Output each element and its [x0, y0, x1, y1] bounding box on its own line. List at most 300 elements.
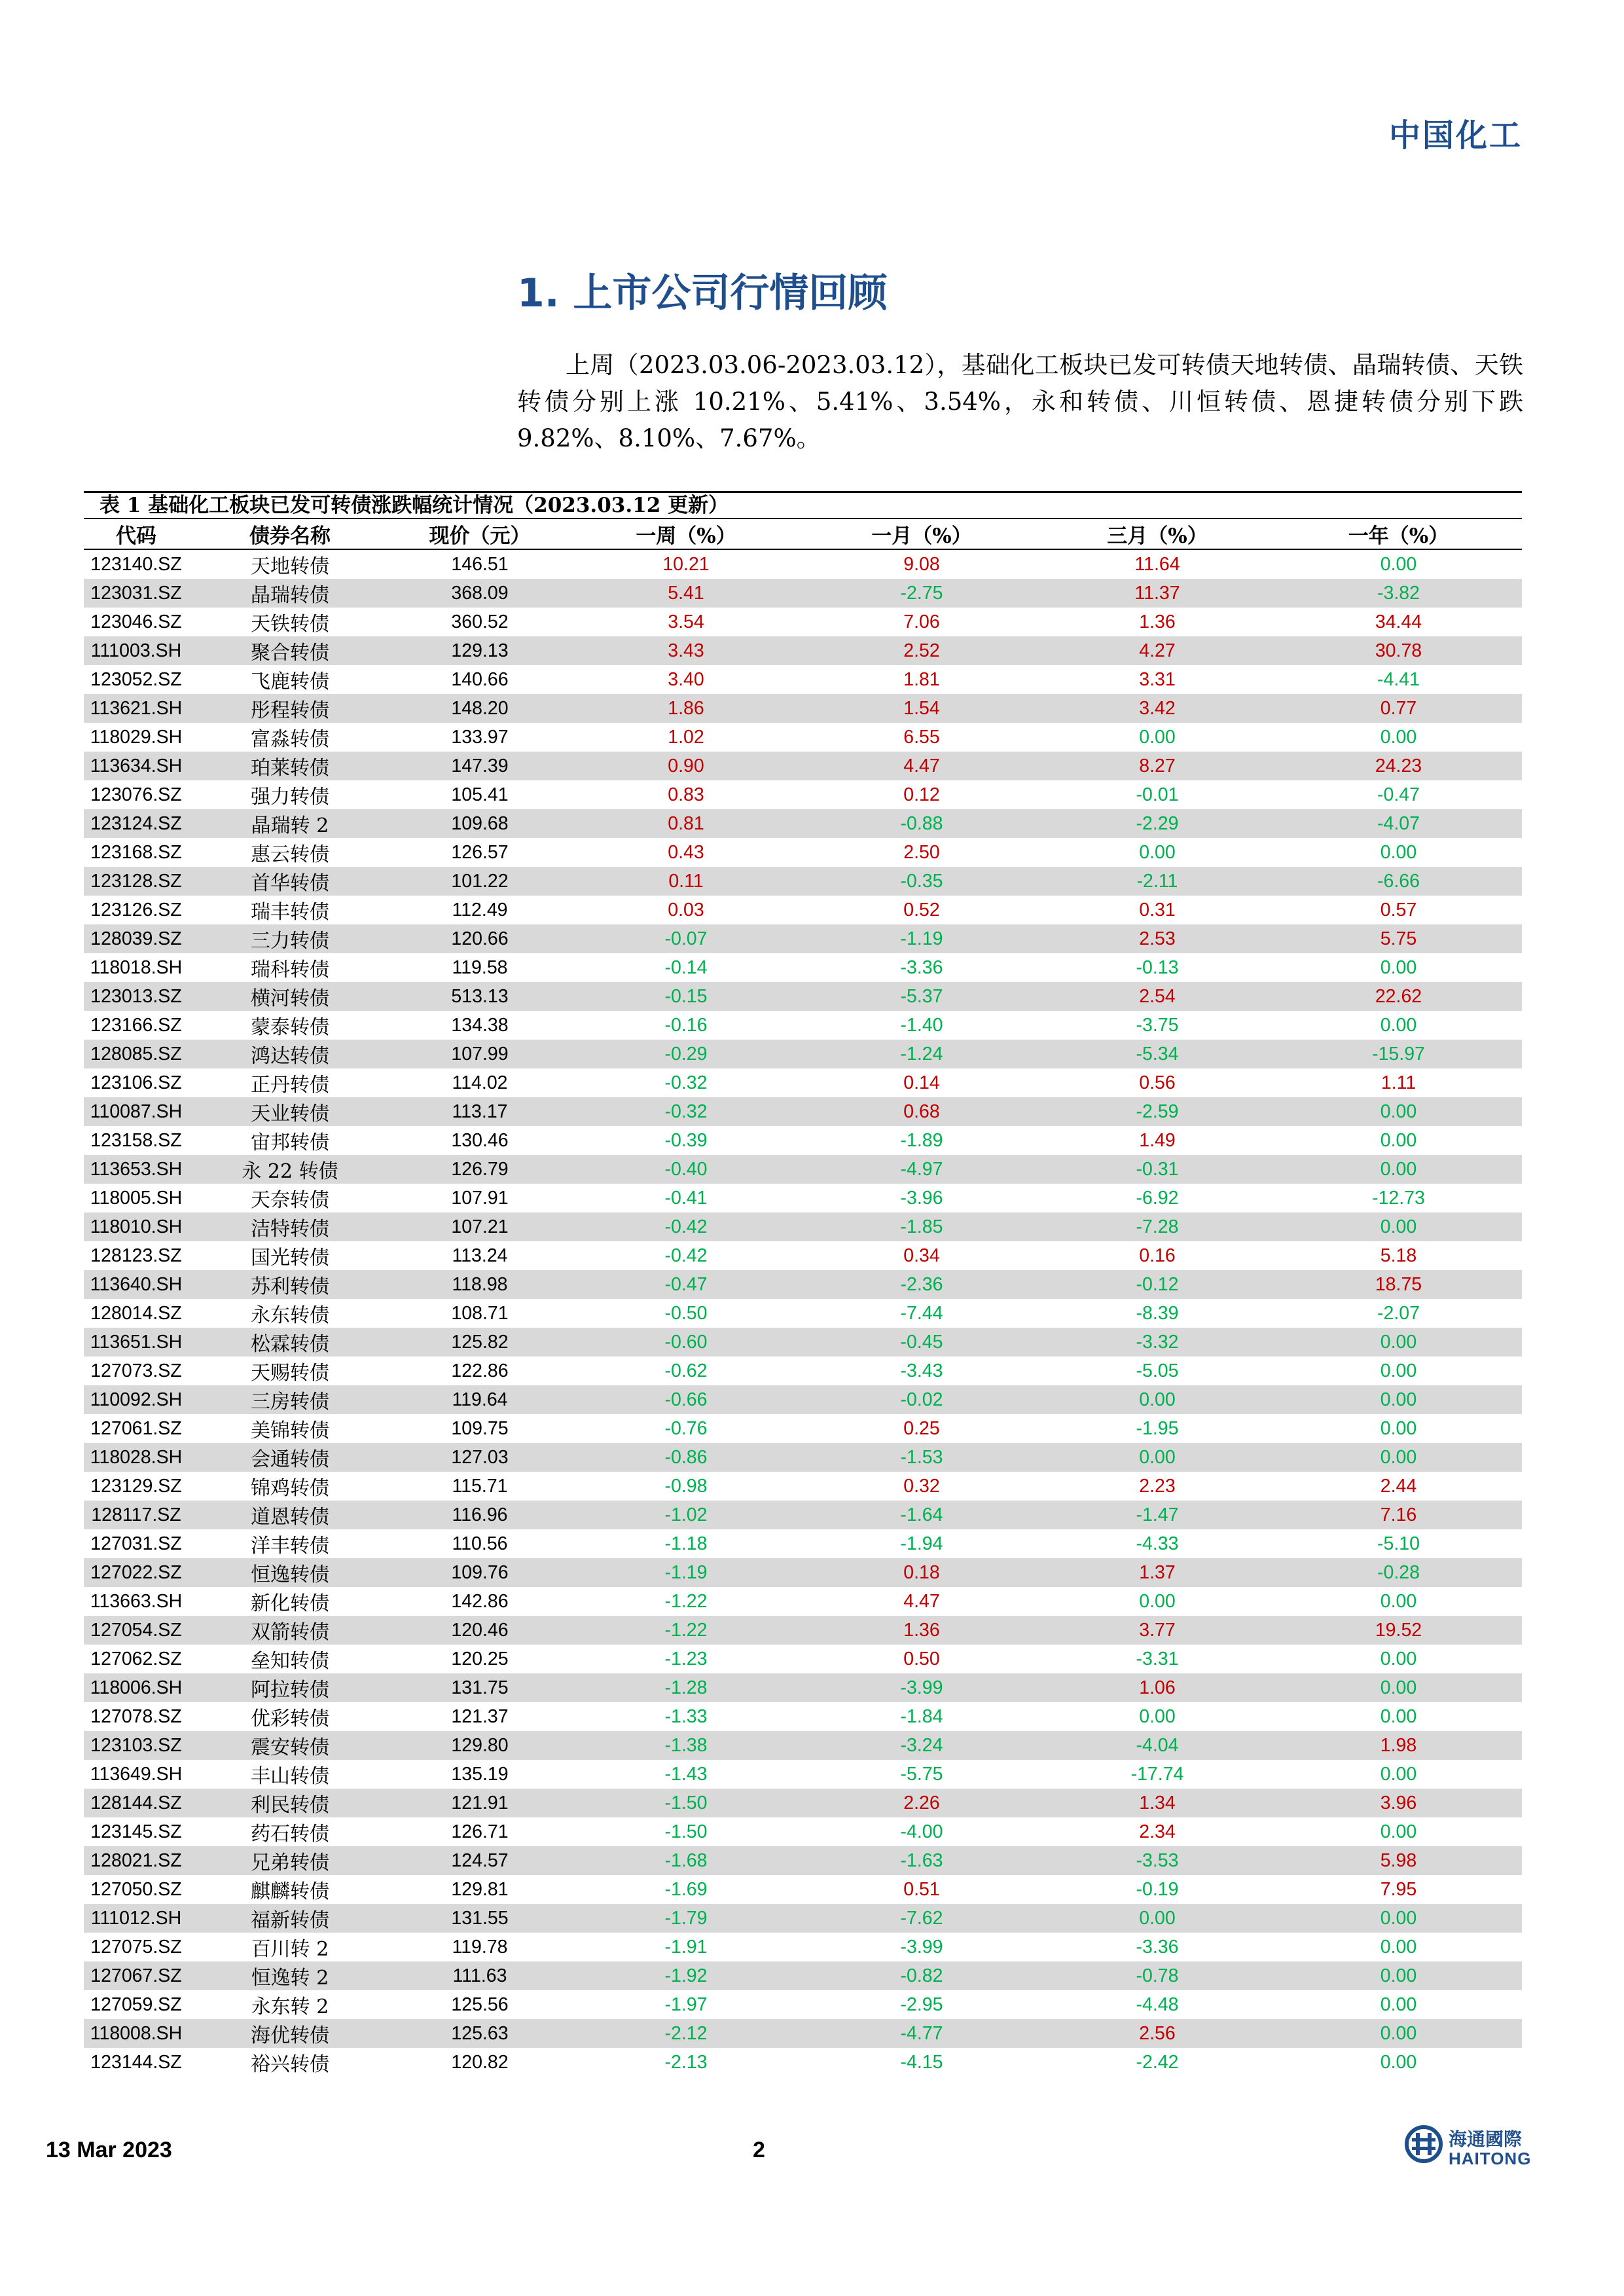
cell-month: -0.35 [804, 867, 1039, 896]
cell-code: 123166.SZ [90, 1014, 182, 1036]
cell-year: 0.00 [1275, 1904, 1522, 1933]
cell-code: 118028.SH [84, 1443, 189, 1472]
cell-code: 127078.SZ [90, 1705, 182, 1727]
cell-month: -1.53 [804, 1443, 1039, 1472]
table-row [84, 1126, 1522, 1155]
cell-quarter: -5.05 [1136, 1360, 1179, 1381]
cell-week: -1.18 [664, 1533, 708, 1554]
cell-month: -1.89 [900, 1129, 943, 1151]
cell-quarter: 2.54 [1039, 982, 1275, 1011]
cell-week: -1.33 [664, 1705, 708, 1727]
cell-name: 三力转债 [189, 924, 391, 953]
cell-quarter: 1.49 [1139, 1129, 1176, 1151]
cell-name: 阿拉转债 [189, 1673, 391, 1702]
cell-month: -1.64 [804, 1501, 1039, 1529]
cell-week: -1.79 [568, 1904, 804, 1933]
cell-code: 128144.SZ [84, 1789, 189, 1817]
cell-quarter: -3.32 [1039, 1328, 1275, 1357]
table-row [84, 1616, 1522, 1645]
cell-code: 123013.SZ [84, 982, 189, 1011]
cell-code: 113649.SH [90, 1763, 183, 1785]
cell-quarter: 11.64 [1134, 553, 1180, 575]
cell-month: -3.99 [900, 1936, 943, 1958]
cell-week: -1.69 [664, 1878, 708, 1900]
table-row [84, 953, 1522, 982]
cell-code: 123168.SZ [90, 841, 182, 863]
table-row [84, 608, 1522, 636]
cell-name: 鸿达转债 [189, 1040, 391, 1068]
cell-quarter: 0.00 [1139, 1705, 1176, 1727]
cell-code: 128014.SZ [90, 1302, 182, 1324]
cell-year: 2.44 [1380, 1475, 1417, 1497]
cell-quarter: -6.92 [1136, 1187, 1179, 1209]
cell-quarter: 1.37 [1039, 1558, 1275, 1587]
cell-code: 123128.SZ [84, 867, 189, 896]
cell-quarter: -4.48 [1136, 1994, 1179, 2015]
cell-price: 129.80 [391, 1731, 568, 1760]
cell-name: 垒知转债 [251, 1650, 329, 1673]
table-row [84, 809, 1522, 838]
cell-code: 113663.SH [90, 1590, 183, 1612]
cell-name: 首华转债 [189, 867, 391, 896]
cell-week: -0.07 [568, 924, 804, 953]
cell-year: -15.97 [1275, 1040, 1522, 1068]
table-row [84, 1760, 1522, 1789]
cell-month: -4.00 [900, 1821, 943, 1842]
cell-code: 123052.SZ [90, 668, 182, 690]
column-header-quarter: 三月（%） [1039, 519, 1275, 549]
cell-code: 118018.SH [90, 957, 183, 978]
cell-year: 0.00 [1380, 1763, 1417, 1785]
cell-quarter: -17.74 [1130, 1763, 1184, 1785]
cell-price: 114.02 [452, 1072, 508, 1093]
cell-year: 0.00 [1275, 1385, 1522, 1414]
column-header-name: 债券名称 [189, 519, 391, 549]
cell-month: 0.50 [903, 1648, 940, 1669]
table-body [84, 549, 1522, 2077]
cell-quarter: 0.31 [1139, 899, 1176, 920]
cell-name: 海优转债 [189, 2019, 391, 2048]
cell-name: 彤程转债 [189, 694, 391, 723]
cell-week: -1.22 [664, 1590, 708, 1612]
column-header-month: 一月（%） [804, 519, 1039, 549]
cell-quarter: 2.23 [1139, 1475, 1176, 1497]
cell-month: -7.62 [804, 1904, 1039, 1933]
cell-year: 0.00 [1380, 553, 1417, 575]
cell-month: 1.81 [903, 668, 940, 690]
cell-year: -4.41 [1377, 668, 1420, 690]
cell-week: -0.15 [568, 982, 804, 1011]
cell-quarter: 8.27 [1039, 752, 1275, 780]
cell-week: 0.81 [568, 809, 804, 838]
table-row [84, 1299, 1522, 1328]
haitong-logo [1404, 2121, 1535, 2174]
cell-quarter: 4.27 [1039, 636, 1275, 665]
cell-year: 0.00 [1380, 1648, 1417, 1669]
cell-month: 0.32 [903, 1475, 940, 1497]
table-header-row [84, 519, 1522, 549]
page-number: 2 [753, 2138, 765, 2162]
cell-code: 127075.SZ [90, 1936, 182, 1958]
cell-week: 0.03 [668, 899, 704, 920]
cell-month: 4.47 [903, 1590, 940, 1612]
cell-name: 恒逸转 2 [189, 1961, 391, 1990]
cell-quarter: 3.31 [1139, 668, 1176, 690]
cell-name: 新化转债 [251, 1592, 329, 1615]
cell-week: -0.50 [664, 1302, 708, 1324]
cell-week: -1.22 [568, 1616, 804, 1645]
cell-week: -2.13 [664, 2051, 708, 2073]
cell-year: 0.00 [1380, 1936, 1417, 1958]
cell-quarter: 2.34 [1139, 1821, 1176, 1842]
cell-month: -0.88 [804, 809, 1039, 838]
cell-week: 1.86 [568, 694, 804, 723]
cell-year: 22.62 [1275, 982, 1522, 1011]
cell-month: 0.25 [903, 1417, 940, 1439]
cell-price: 135.19 [451, 1763, 509, 1785]
table-row [84, 1040, 1522, 1068]
cell-quarter: 2.56 [1039, 2019, 1275, 2048]
cell-week: -1.02 [568, 1501, 804, 1529]
cell-quarter: 1.34 [1039, 1789, 1275, 1817]
cell-quarter: -3.75 [1136, 1014, 1179, 1036]
cell-year: 24.23 [1275, 752, 1522, 780]
cell-year: 0.57 [1380, 899, 1417, 920]
cell-quarter: -0.31 [1039, 1155, 1275, 1184]
cell-week: 3.54 [668, 611, 704, 632]
table-row [84, 1270, 1522, 1299]
cell-name: 珀莱转债 [189, 752, 391, 780]
cell-price: 116.96 [391, 1501, 568, 1529]
cell-price: 131.75 [391, 1673, 568, 1702]
haitong-emblem-icon [1404, 2121, 1443, 2167]
cell-price: 140.66 [451, 668, 509, 690]
cell-year: 18.75 [1275, 1270, 1522, 1299]
cell-quarter: 3.42 [1039, 694, 1275, 723]
cell-month: 6.55 [903, 726, 940, 748]
cell-price: 129.13 [391, 636, 568, 665]
cell-price: 118.98 [391, 1270, 568, 1299]
cell-quarter: -0.13 [1136, 957, 1179, 978]
cell-price: 107.91 [451, 1187, 509, 1209]
cell-price: 109.76 [391, 1558, 568, 1587]
cell-quarter: -4.33 [1136, 1533, 1179, 1554]
convertible-bond-table [84, 491, 1522, 2077]
table-row [84, 924, 1522, 953]
cell-year: 0.00 [1380, 2051, 1417, 2073]
table-row [84, 1068, 1522, 1097]
cell-name: 永 22 转债 [189, 1155, 391, 1184]
cell-year: 0.00 [1275, 1212, 1522, 1241]
cell-name: 飞鹿转债 [251, 670, 329, 693]
cell-month: -2.75 [804, 579, 1039, 608]
cell-quarter: -1.95 [1136, 1417, 1179, 1439]
cell-price: 360.52 [451, 611, 509, 632]
cell-quarter: 0.00 [1139, 726, 1176, 748]
cell-name: 道恩转债 [189, 1501, 391, 1529]
cell-year: 1.11 [1380, 1072, 1416, 1093]
cell-week: -0.62 [664, 1360, 708, 1381]
table-row [84, 1587, 1522, 1616]
table-row [84, 1011, 1522, 1040]
cell-month: -4.15 [900, 2051, 943, 2073]
table-row [84, 694, 1522, 723]
cell-week: -0.32 [568, 1097, 804, 1126]
cell-year: 0.00 [1380, 1705, 1417, 1727]
cell-quarter: 3.77 [1039, 1616, 1275, 1645]
table-row [84, 1702, 1522, 1731]
table-row [84, 867, 1522, 896]
cell-code: 127059.SZ [90, 1994, 182, 2015]
report-header-title: 中国化工 [1388, 117, 1523, 154]
table-row [84, 838, 1522, 867]
cell-price: 113.24 [452, 1245, 508, 1266]
table-row [84, 1558, 1522, 1587]
cell-year: -0.47 [1377, 784, 1420, 805]
table-row [84, 1155, 1522, 1184]
cell-price: 119.78 [452, 1936, 508, 1958]
cell-code: 110092.SH [84, 1385, 189, 1414]
cell-year: 3.96 [1275, 1789, 1522, 1817]
cell-price: 105.41 [451, 784, 509, 805]
cell-price: 107.99 [391, 1040, 568, 1068]
cell-price: 115.71 [452, 1475, 508, 1497]
cell-year: 0.00 [1275, 1328, 1522, 1357]
table-row [84, 1529, 1522, 1558]
cell-price: 148.20 [391, 694, 568, 723]
cell-week: -0.66 [568, 1385, 804, 1414]
cell-year: 0.00 [1275, 1443, 1522, 1472]
cell-year: -2.07 [1377, 1302, 1420, 1324]
cell-code: 123158.SZ [90, 1129, 182, 1151]
cell-code: 110087.SH [84, 1097, 189, 1126]
column-header-year: 一年（%） [1275, 519, 1522, 549]
cell-code: 128117.SZ [84, 1501, 189, 1529]
cell-price: 146.51 [451, 553, 509, 575]
cell-name: 松霖转债 [189, 1328, 391, 1357]
cell-code: 127062.SZ [90, 1648, 182, 1669]
cell-week: -1.19 [568, 1558, 804, 1587]
cell-week: -1.68 [568, 1846, 804, 1875]
cell-name: 麒麟转债 [251, 1880, 329, 1903]
cell-name: 药石转债 [251, 1823, 329, 1846]
table-row [84, 1097, 1522, 1126]
cell-year: 5.18 [1380, 1245, 1417, 1266]
cell-price: 120.66 [391, 924, 568, 953]
cell-quarter: -4.04 [1039, 1731, 1275, 1760]
cell-name: 天地转债 [251, 555, 329, 578]
cell-code: 113634.SH [84, 752, 189, 780]
cell-month: -0.82 [804, 1961, 1039, 1990]
cell-year: 0.00 [1275, 1097, 1522, 1126]
table-row [84, 1443, 1522, 1472]
cell-price: 119.64 [391, 1385, 568, 1414]
cell-month: 0.51 [903, 1878, 940, 1900]
cell-quarter: -2.42 [1136, 2051, 1179, 2073]
cell-name: 震安转债 [189, 1731, 391, 1760]
table-row [84, 665, 1522, 694]
cell-year: 5.75 [1275, 924, 1522, 953]
cell-week: 10.21 [662, 553, 710, 575]
cell-week: -1.97 [664, 1994, 708, 2015]
cell-code: 128123.SZ [90, 1245, 182, 1266]
logo-chinese-text: 海通國際 [1449, 2128, 1523, 2150]
cell-year: -4.07 [1275, 809, 1522, 838]
cell-year: 0.00 [1380, 1360, 1417, 1381]
cell-code: 123140.SZ [90, 553, 182, 575]
cell-code: 127061.SZ [90, 1417, 182, 1439]
cell-code: 111003.SH [84, 636, 189, 665]
cell-year: 0.00 [1380, 1014, 1417, 1036]
cell-price: 120.46 [391, 1616, 568, 1645]
cell-price: 109.75 [451, 1417, 509, 1439]
cell-name: 恒逸转债 [189, 1558, 391, 1587]
cell-price: 124.57 [391, 1846, 568, 1875]
cell-quarter: 11.37 [1039, 579, 1275, 608]
cell-name: 国光转债 [251, 1247, 329, 1269]
cell-code: 113621.SH [84, 694, 189, 723]
table-row [84, 723, 1522, 752]
cell-month: -1.24 [804, 1040, 1039, 1068]
cell-code: 123103.SZ [84, 1731, 189, 1760]
cell-quarter: -2.59 [1039, 1097, 1275, 1126]
cell-week: -1.92 [568, 1961, 804, 1990]
cell-week: -0.40 [568, 1155, 804, 1184]
cell-quarter: 0.56 [1139, 1072, 1176, 1093]
cell-year: 34.44 [1375, 611, 1422, 632]
column-header-week: 一周（%） [568, 519, 804, 549]
cell-price: 125.56 [451, 1994, 509, 2015]
cell-name: 锦鸡转债 [251, 1477, 329, 1500]
cell-month: 0.68 [804, 1097, 1039, 1126]
cell-month: 0.52 [903, 899, 940, 920]
cell-code: 128039.SZ [84, 924, 189, 953]
cell-code: 123076.SZ [90, 784, 182, 805]
cell-week: -0.32 [664, 1072, 708, 1093]
cell-week: -1.50 [568, 1789, 804, 1817]
table-row [84, 636, 1522, 665]
table-row [84, 2019, 1522, 2048]
cell-name: 三房转债 [189, 1385, 391, 1414]
cell-name: 瑞科转债 [251, 958, 329, 981]
cell-week: 5.41 [568, 579, 804, 608]
cell-month: -3.96 [900, 1187, 943, 1209]
cell-price: 126.79 [391, 1155, 568, 1184]
table-row [84, 752, 1522, 780]
cell-price: 125.63 [391, 2019, 568, 2048]
cell-week: -0.42 [664, 1245, 708, 1266]
cell-month: -3.36 [900, 957, 943, 978]
cell-quarter: 0.00 [1039, 1443, 1275, 1472]
cell-week: 0.11 [568, 867, 804, 896]
cell-year: 5.98 [1275, 1846, 1522, 1875]
cell-quarter: -3.36 [1136, 1936, 1179, 1958]
cell-price: 111.63 [391, 1961, 568, 1990]
cell-month: -4.97 [804, 1155, 1039, 1184]
cell-code: 127031.SZ [90, 1533, 182, 1554]
cell-code: 118008.SH [84, 2019, 189, 2048]
cell-name: 瑞丰转债 [251, 901, 329, 924]
cell-month: -1.94 [900, 1533, 943, 1554]
cell-price: 130.46 [451, 1129, 509, 1151]
cell-year: 0.00 [1380, 1821, 1417, 1842]
cell-price: 368.09 [391, 579, 568, 608]
cell-month: -0.45 [804, 1328, 1039, 1357]
cell-name: 洋丰转债 [251, 1535, 329, 1558]
cell-quarter: -5.34 [1039, 1040, 1275, 1068]
cell-week: -0.47 [568, 1270, 804, 1299]
cell-year: -0.28 [1275, 1558, 1522, 1587]
cell-year: 0.00 [1275, 2019, 1522, 2048]
cell-code: 127022.SZ [84, 1558, 189, 1587]
cell-code: 123129.SZ [90, 1475, 182, 1497]
cell-week: -0.86 [568, 1443, 804, 1472]
table-row [84, 1731, 1522, 1760]
cell-year: -6.66 [1275, 867, 1522, 896]
cell-year: 0.00 [1275, 1673, 1522, 1702]
cell-year: 0.00 [1380, 1994, 1417, 2015]
cell-week: -1.38 [568, 1731, 804, 1760]
cell-week: -1.50 [664, 1821, 708, 1842]
cell-code: 118010.SH [84, 1212, 189, 1241]
table-row [84, 549, 1522, 579]
cell-month: 0.14 [903, 1072, 940, 1093]
cell-month: -4.77 [804, 2019, 1039, 2048]
cell-price: 108.71 [451, 1302, 509, 1324]
cell-name: 永东转债 [251, 1304, 329, 1327]
table-row [84, 1357, 1522, 1385]
cell-price: 142.86 [451, 1590, 509, 1612]
cell-price: 133.97 [451, 726, 509, 748]
cell-price: 110.56 [452, 1533, 508, 1554]
cell-week: -1.28 [568, 1673, 804, 1702]
cell-quarter: -0.01 [1136, 784, 1179, 805]
cell-code: 123145.SZ [90, 1821, 182, 1842]
table-row [84, 1933, 1522, 1961]
cell-year: -3.82 [1275, 579, 1522, 608]
cell-name: 丰山转债 [251, 1765, 329, 1788]
cell-code: 127073.SZ [90, 1360, 182, 1381]
cell-name: 美锦转债 [251, 1419, 329, 1442]
cell-code: 123046.SZ [90, 611, 182, 632]
table-row [84, 1385, 1522, 1414]
cell-week: -1.23 [664, 1648, 708, 1669]
table-row [84, 780, 1522, 809]
cell-week: -0.16 [664, 1014, 708, 1036]
cell-quarter: -2.11 [1039, 867, 1275, 896]
cell-price: 127.03 [391, 1443, 568, 1472]
cell-month: -3.99 [804, 1673, 1039, 1702]
table-row [84, 1241, 1522, 1270]
cell-week: -0.39 [664, 1129, 708, 1151]
cell-month: -2.95 [900, 1994, 943, 2015]
cell-price: 121.37 [451, 1705, 509, 1727]
cell-name: 百川转 2 [251, 1938, 329, 1961]
cell-name: 聚合转债 [189, 636, 391, 665]
table-row [84, 1846, 1522, 1875]
cell-price: 101.22 [391, 867, 568, 896]
cell-name: 永东转 2 [251, 1995, 329, 2018]
cell-code: 123126.SZ [90, 899, 182, 920]
cell-year: 19.52 [1275, 1616, 1522, 1645]
cell-month: -0.02 [804, 1385, 1039, 1414]
cell-year: 1.98 [1275, 1731, 1522, 1760]
cell-name: 裕兴转债 [251, 2053, 329, 2076]
table-row [84, 579, 1522, 608]
cell-price: 107.21 [391, 1212, 568, 1241]
cell-month: -5.37 [804, 982, 1039, 1011]
cell-month: -1.19 [804, 924, 1039, 953]
